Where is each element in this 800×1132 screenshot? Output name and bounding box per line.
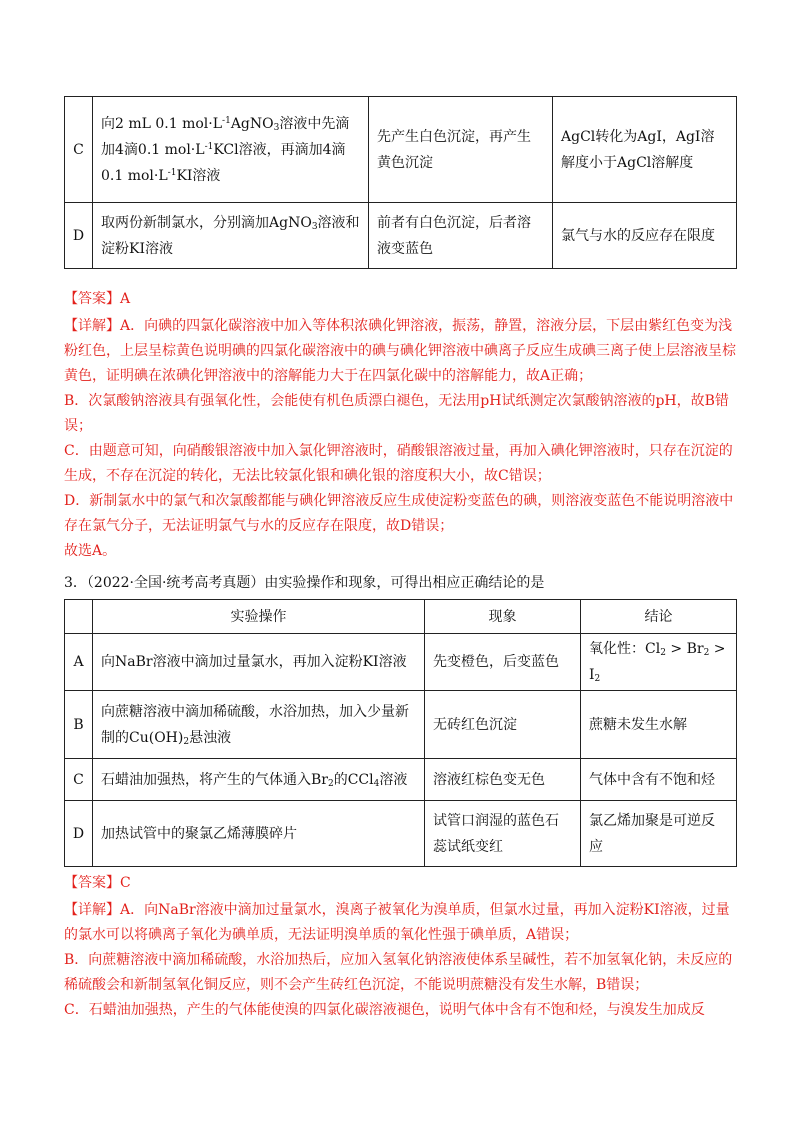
answer-label: 【答案】C bbox=[64, 875, 131, 891]
explanation-line: 故选A。 bbox=[64, 543, 117, 559]
table-header-row bbox=[65, 600, 737, 634]
conclusion-cell: 氯气与水的反应存在限度 bbox=[553, 203, 737, 269]
header-cell: 结论 bbox=[581, 600, 737, 634]
phenomenon-cell: 溶液红棕色变无色 bbox=[425, 759, 581, 801]
table-row bbox=[65, 801, 737, 867]
question-3-stem: 3．（2022·全国·统考高考真题）由实验操作和现象，可得出相应正确结论的是 bbox=[64, 575, 545, 591]
explanation-line: D．新制氯水中的氯气和次氯酸都能与碘化钾溶液反应生成使淀粉变蓝色的碘，则溶液变蓝色不能说明溶液中存在氯气分子，无法证明氯气与水的反应存在限度，故D错误； bbox=[64, 493, 734, 534]
experiment-table-1 bbox=[64, 96, 737, 269]
phenomenon-cell: 试管口润湿的蓝色石蕊试纸变红 bbox=[425, 801, 581, 867]
phenomenon-cell: 先变橙色，后变蓝色 bbox=[425, 634, 581, 691]
phenomenon-cell: 先产生白色沉淀，再产生黄色沉淀 bbox=[369, 97, 553, 203]
conclusion-cell: 氧化性：$Cl_2 > Br_2 > I_2$ bbox=[581, 634, 737, 691]
explanation-line: C．石蜡油加强热，产生的气体能使溴的四氯化碳溶液褪色，说明气体中含有不饱和烃，与溴发生加成反 bbox=[64, 1002, 705, 1018]
experiment-table-2 bbox=[64, 599, 737, 867]
row-label: B bbox=[65, 691, 93, 759]
table-row bbox=[65, 759, 737, 801]
row-label: C bbox=[65, 759, 93, 801]
table-row bbox=[65, 97, 737, 203]
operation-cell: 向2 mL 0.1 $mol\cdot L^{-1}AgNO_3$溶液中先滴加4滴0.1 $mol\cdot L^{-1}KCl$溶液，再滴加4滴0.1 $mol\cdot L^{-1}KI$溶液 bbox=[93, 97, 369, 203]
conclusion-cell: AgCl转化为AgI，AgI溶解度小于AgCl溶解度 bbox=[553, 97, 737, 203]
conclusion-cell: 蔗糖未发生水解 bbox=[581, 691, 737, 759]
operation-cell: 向NaBr溶液中滴加过量氯水，再加入淀粉KI溶液 bbox=[93, 634, 425, 691]
table-row bbox=[65, 634, 737, 691]
explanation-line: B．次氯酸钠溶液具有强氧化性，会能使有机色质漂白褪色，无法用pH试纸测定次氯酸钠溶液的pH，故B错误； bbox=[64, 393, 729, 434]
phenomenon-cell: 前者有白色沉淀，后者溶液变蓝色 bbox=[369, 203, 553, 269]
row-label: D bbox=[65, 801, 93, 867]
operation-cell: 加热试管中的聚氯乙烯薄膜碎片 bbox=[93, 801, 425, 867]
answer-explanation-3 bbox=[64, 871, 736, 1023]
operation-cell: 向蔗糖溶液中滴加稀硫酸，水浴加热，加入少量新制的$Cu(OH)_2$悬浊液 bbox=[93, 691, 425, 759]
phenomenon-cell: 无砖红色沉淀 bbox=[425, 691, 581, 759]
explanation-line: C．由题意可知，向硝酸银溶液中加入氯化钾溶液时，硝酸银溶液过量，再加入碘化钾溶液时，只存在沉淀的生成，不存在沉淀的转化，无法比较氯化银和碘化银的溶度积大小，故C错误； bbox=[64, 443, 733, 484]
header-cell: 实验操作 bbox=[93, 600, 425, 634]
explanation-line: 【详解】A．向碘的四氯化碳溶液中加入等体积浓碘化钾溶液，振荡，静置，溶液分层，下层由紫红色变为浅粉红色，上层呈棕黄色说明碘的四氯化碳溶液中的碘与碘化钾溶液中碘离子反应生成碘三离子使上层溶液呈棕黄色，证明碘在浓碘化钾溶液中的溶解能力大于在四氯化碳中的溶解能力，故A正确； bbox=[64, 318, 736, 384]
explanation-line: 【详解】A．向NaBr溶液中滴加过量氯水，溴离子被氧化为溴单质，但氯水过量，再加入淀粉KI溶液，过量的氯水可以将碘离子氧化为碘单质，无法证明溴单质的氧化性强于碘单质，A错误； bbox=[64, 902, 730, 943]
operation-cell: 取两份新制氯水，分别滴加AgNO$_3$溶液和淀粉KI溶液 bbox=[93, 203, 369, 269]
header-cell bbox=[65, 600, 93, 634]
table-row bbox=[65, 203, 737, 269]
row-label: A bbox=[65, 634, 93, 691]
table-row bbox=[65, 691, 737, 759]
explanation-line: B．向蔗糖溶液中滴加稀硫酸，水浴加热后，应加入氢氧化钠溶液使体系呈碱性，若不加氢氧化钠，未反应的稀硫酸会和新制氢氧化铜反应，则不会产生砖红色沉淀，不能说明蔗糖没有发生水解，B错误； bbox=[64, 952, 733, 993]
row-label: C bbox=[65, 97, 93, 203]
header-cell: 现象 bbox=[425, 600, 581, 634]
conclusion-cell: 氯乙烯加聚是可逆反应 bbox=[581, 801, 737, 867]
answer-explanation-1 bbox=[64, 287, 736, 564]
row-label: D bbox=[65, 203, 93, 269]
operation-cell: 石蜡油加强热，将产生的气体通入$Br_2$的CCl$_4$溶液 bbox=[93, 759, 425, 801]
conclusion-cell: 气体中含有不饱和烃 bbox=[581, 759, 737, 801]
answer-label: 【答案】A bbox=[64, 291, 131, 307]
